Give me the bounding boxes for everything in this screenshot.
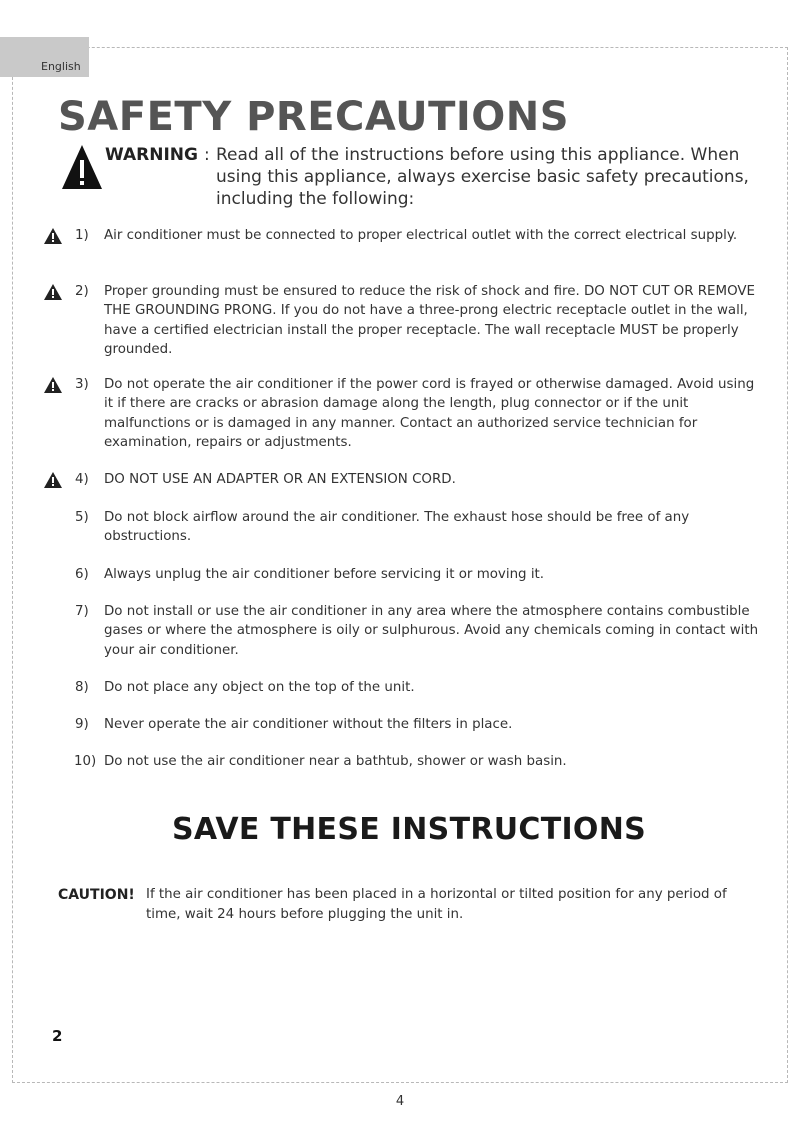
warning-icon xyxy=(44,377,62,393)
item-number: 2) xyxy=(75,284,89,299)
page-title: SAFETY PRECAUTIONS xyxy=(58,94,570,140)
item-text: DO NOT USE AN ADAPTER OR AN EXTENSION CORD. xyxy=(104,472,456,487)
item-number: 9) xyxy=(75,717,89,732)
warning-text: Read all of the instructions before using this appliance. When using this appliance, always exercise basic safety precautions, including the following: xyxy=(216,145,749,209)
item-number: 7) xyxy=(75,604,89,619)
item-number: 3) xyxy=(75,377,89,392)
caution-label: CAUTION! xyxy=(58,887,135,903)
caution-text: If the air conditioner has been placed in a horizontal or tilted position for any period of time, wait 24 hours before plugging the unit in. xyxy=(146,887,727,922)
item-text: Do not place any object on the top of the unit. xyxy=(104,680,415,695)
item-number: 8) xyxy=(75,680,89,695)
item-text: Do not install or use the air conditioner in any area where the atmosphere contains combustible gases or where the atmosphere is oily or sulphurous. Avoid any chemicals coming in contact with your air conditioner. xyxy=(104,604,759,658)
item-text: Do not block airflow around the air conditioner. The exhaust hose should be free of any obstructions. xyxy=(104,510,690,545)
item-number: 1) xyxy=(75,228,89,243)
item-text: Air conditioner must be connected to proper electrical outlet with the correct electrical supply. xyxy=(104,228,738,243)
item-number: 6) xyxy=(75,567,89,582)
item-text: Proper grounding must be ensured to reduce the risk of shock and fire. DO NOT CUT OR REMOVE THE GROUNDING PRONG. If you do not have a three-prong electric receptacle outlet in the wall, have a certified electrician install the proper receptacle. The wall receptacle MUST be properly grounded. xyxy=(104,284,755,357)
warning-colon: : xyxy=(204,145,210,165)
item-number: 4) xyxy=(75,472,89,487)
item-text: Always unplug the air conditioner before servicing it or moving it. xyxy=(104,567,545,582)
warning-icon xyxy=(61,143,103,191)
item-text: Do not operate the air conditioner if the power cord is frayed or otherwise damaged. Avoid using it if there are cracks or abrasion damage along the length, plug connector or if the unit malfunctions or is damaged in any manner. Contact an authorized service technician for examination, repairs or adjustments. xyxy=(104,377,755,450)
warning-icon xyxy=(44,228,62,244)
warning-label: WARNING xyxy=(105,145,198,165)
save-instructions-heading: SAVE THESE INSTRUCTIONS xyxy=(171,812,647,847)
warning-icon xyxy=(44,472,62,488)
language-label: English xyxy=(41,60,81,73)
item-number: 10) xyxy=(74,754,97,769)
language-tab xyxy=(0,37,89,77)
manual-page-number: 2 xyxy=(52,1027,63,1045)
item-text: Never operate the air conditioner without the filters in place. xyxy=(104,717,513,732)
item-number: 5) xyxy=(75,510,89,525)
item-text: Do not use the air conditioner near a bathtub, shower or wash basin. xyxy=(104,754,567,769)
warning-icon xyxy=(44,284,62,300)
document-page-number: 4 xyxy=(395,1094,405,1109)
